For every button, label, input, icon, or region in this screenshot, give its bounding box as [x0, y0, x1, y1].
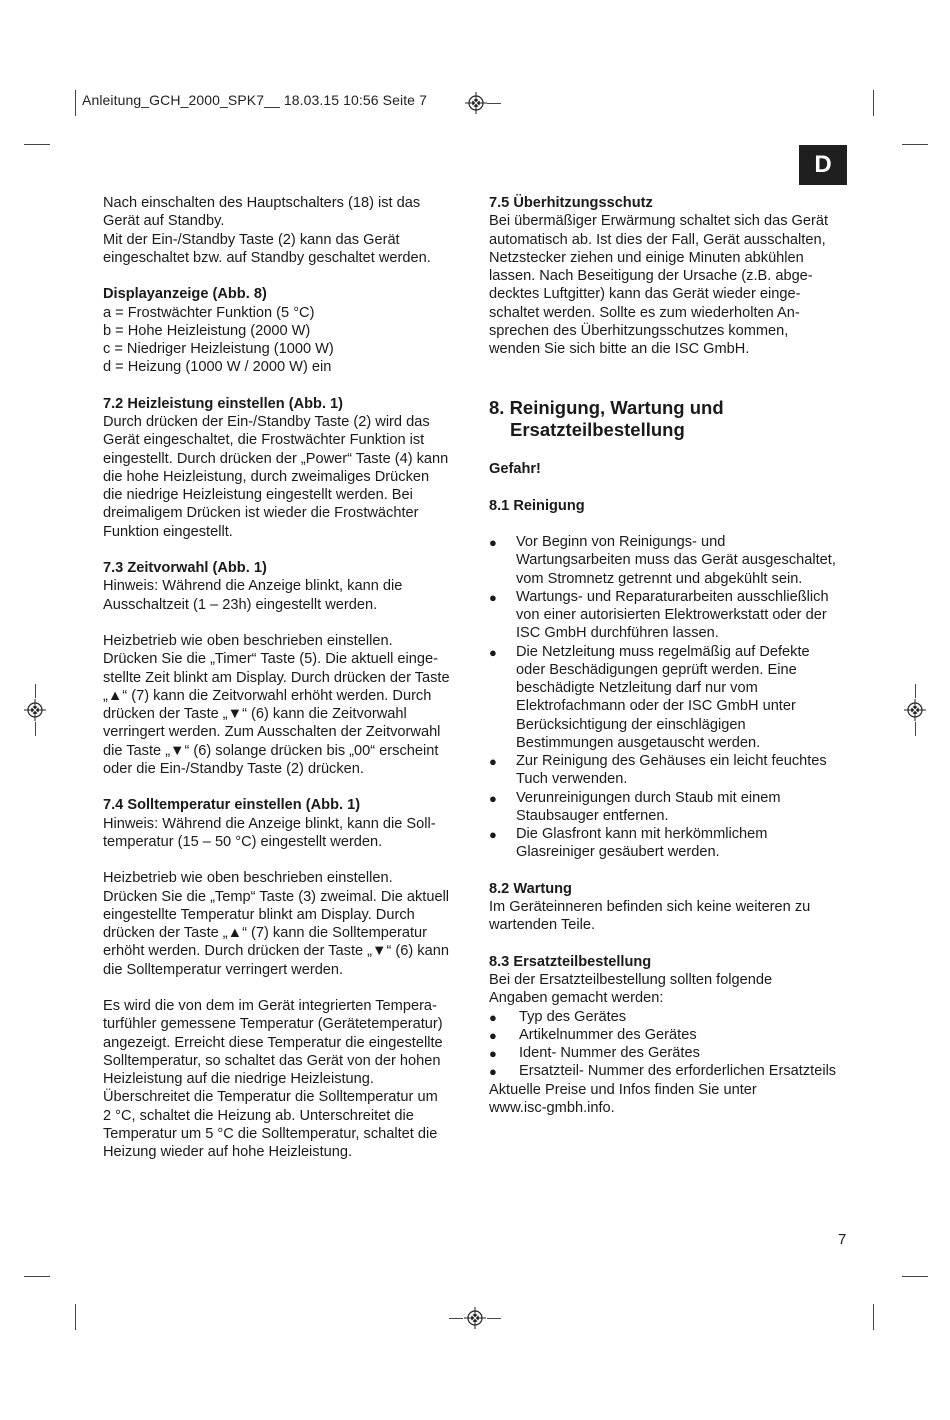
text-line: verringert werden. Zum Ausschalten der Zeitvorwahl	[103, 724, 441, 741]
text-line: Es wird die von dem im Gerät integrierten Tempera-	[103, 998, 437, 1014]
display-item: b = Hohe Heizleistung (2000 W)	[103, 322, 311, 339]
chapter-heading-line: Ersatzteilbestellung	[510, 419, 685, 441]
text-line: Drücken Sie die „Temp“ Taste (3) zweimal. Die aktuell	[103, 888, 450, 905]
text-line: Hinweis: Während die Anzeige blinkt, kann die Soll-	[103, 815, 436, 832]
text-line: schaltet werden. Sollte es zum wiederholten An-	[489, 304, 800, 321]
chapter-heading-line: 8. Reinigung, Wartung und	[489, 396, 724, 418]
print-slug: Anleitung_GCH_2000_SPK7__ 18.03.15 10:56 Seite 7	[82, 92, 427, 108]
text-line: eingeschaltet bzw. auf Standby geschaltet werden.	[103, 249, 431, 266]
crop-mark	[24, 1276, 50, 1277]
text-line: eingestellt. Durch drücken der „Power“ Taste (4) kann	[103, 450, 449, 467]
section-heading-8-1: 8.1 Reinigung	[489, 497, 585, 514]
section-heading-8-3: 8.3 Ersatzteilbestellung	[489, 953, 652, 970]
section-heading-8-2: 8.2 Wartung	[489, 880, 572, 897]
crop-mark	[902, 1276, 928, 1277]
text-line: die Solltemperatur verringert werden.	[103, 961, 344, 978]
text-line: Hinweis: Während die Anzeige blinkt, kann die	[103, 578, 403, 595]
crop-mark	[873, 1304, 874, 1330]
text-line: stellte Zeit blinkt am Display. Durch drücken der Taste	[103, 669, 450, 686]
list-item: ● Artikelnummer des Gerätes	[489, 1026, 854, 1044]
page-number: 7	[838, 1231, 847, 1248]
text-line: temperatur (15 – 50 °C) eingestellt werden.	[103, 833, 383, 850]
spare-parts-list	[489, 1008, 854, 1081]
registration-line	[915, 684, 916, 698]
text-line: Angaben gemacht werden:	[489, 990, 664, 1007]
language-tab: D	[799, 145, 847, 185]
crop-mark	[24, 144, 50, 145]
left-column	[103, 194, 463, 1161]
section-heading-7-4: 7.4 Solltemperatur einstellen (Abb. 1)	[103, 797, 361, 814]
text-line: Heizung wieder auf hohe Heizleistung.	[103, 1144, 353, 1160]
section-heading-7-3: 7.3 Zeitvorwahl (Abb. 1)	[103, 560, 267, 576]
text-line: Überschreitet die Temperatur die Solltemperatur um	[103, 1089, 438, 1106]
registration-mark-icon	[904, 699, 926, 721]
text-line: Heizbetrieb wie oben beschrieben einstellen.	[103, 870, 393, 887]
text-line: Heizbetrieb wie oben beschrieben einstellen.	[103, 633, 393, 649]
section-heading-7-5: 7.5 Überhitzungsschutz	[489, 195, 653, 211]
crop-mark	[902, 144, 928, 145]
text-line: Solltemperatur, so schaltet das Gerät von der hohen	[103, 1052, 441, 1069]
section-heading-7-2: 7.2 Heizleistung einstellen (Abb. 1)	[103, 395, 344, 412]
text-line: Durch drücken der Ein-/Standby Taste (2) wird das	[103, 414, 430, 430]
list-item: ● Wartungs- und Reparaturarbeiten ausschließlich von einer autorisierten Elektrowerkstatt oder der ISC GmbH durchführen lassen.	[489, 588, 854, 643]
crop-mark	[75, 1304, 76, 1330]
display-item: d = Heizung (1000 W / 2000 W) ein	[103, 359, 332, 376]
list-item: ● Ersatzteil- Nummer des erforderlichen Ersatzteils	[489, 1062, 854, 1080]
text-line: Gerät auf Standby.	[103, 213, 225, 230]
list-item: ● Die Glasfront kann mit herkömmlichem Glasreiniger gesäubert werden.	[489, 825, 854, 862]
text-line: drücken der Taste „▲“ (7) kann die Solltemperatur	[103, 925, 428, 941]
text-line: dreimaligem Drücken ist wieder die Frostwächter	[103, 505, 419, 522]
chapter-heading-8	[489, 397, 854, 442]
text-line: eingestellte Temperatur blinkt am Display. Durch	[103, 906, 415, 923]
registration-line	[915, 722, 916, 736]
text-line: wartenden Teile.	[489, 917, 596, 934]
danger-label: Gefahr!	[489, 461, 541, 477]
list-item: ● Vor Beginn von Reinigungs- und Wartungsarbeiten muss das Gerät ausgeschaltet, vom Stromnetz getrennt und abgekühlt sein.	[489, 533, 854, 588]
text-line: Mit der Ein-/Standby Taste (2) kann das Gerät	[103, 231, 400, 248]
text-line: Im Geräteinneren befinden sich keine weiteren zu	[489, 899, 811, 915]
display-heading: Displayanzeige (Abb. 8)	[103, 286, 267, 303]
text-line: Gerät eingeschaltet, die Frostwächter Funktion ist	[103, 432, 425, 449]
text-line: turfühler gemessene Temperatur (Gerätetemperatur)	[103, 1016, 443, 1033]
text-line: 2 °C, schaltet die Heizung ab. Unterschreitet die	[103, 1107, 414, 1124]
text-line: Temperatur um 5 °C die Solltemperatur, schaltet die	[103, 1125, 438, 1142]
text-line: die Taste „▼“ (6) solange drücken bis „00“ erscheint	[103, 742, 439, 759]
text-line: wenden Sie sich bitte an die ISC GmbH.	[489, 341, 750, 357]
registration-line	[35, 684, 36, 698]
text-line: drücken der Taste „▼“ (6) kann die Zeitvorwahl	[103, 706, 407, 722]
crop-mark	[873, 90, 874, 116]
text-line: decktes Luftgitter) kann das Gerät wieder einge-	[489, 286, 801, 303]
cleaning-list	[489, 533, 854, 862]
list-item: ● Zur Reinigung des Gehäuses ein leicht feuchtes Tuch verwenden.	[489, 752, 854, 789]
registration-line	[487, 1318, 501, 1319]
list-item: ● Die Netzleitung muss regelmäßig auf Defekte oder Beschädigungen geprüft werden. Eine beschädigte Netzleitung darf nur vom Elektrofachmann oder der ISC GmbH unter Berücksichtigung der einschlägigen Bestimmungen ausgetauscht werden.	[489, 643, 854, 753]
registration-line	[449, 1318, 463, 1319]
text-line: Bei übermäßiger Erwärmung schaltet sich das Gerät	[489, 213, 829, 230]
website-link[interactable]: www.isc-gmbh.info.	[489, 1099, 615, 1116]
text-line: lassen. Nach Beseitigung der Ursache (z.B. abge-	[489, 268, 813, 284]
list-item: ● Ident- Nummer des Gerätes	[489, 1044, 854, 1062]
text-line: angezeigt. Erreicht diese Temperatur die eingestellte	[103, 1034, 443, 1051]
text-line: Drücken Sie die „Timer“ Taste (5). Die aktuell einge-	[103, 651, 438, 668]
text-line: Bei der Ersatzteilbestellung sollten folgende	[489, 972, 773, 988]
registration-line	[35, 722, 36, 736]
text-line: „▲“ (7) kann die Zeitvorwahl erhöht werden. Durch	[103, 687, 432, 704]
text-line: erhöht werden. Durch drücken der Taste „▼“ (6) kann	[103, 943, 449, 960]
text-line: die hohe Heizleistung, durch zweimaliges Drücken	[103, 468, 430, 485]
display-item: a = Frostwächter Funktion (5 °C)	[103, 304, 315, 321]
crop-mark	[75, 90, 76, 116]
display-item: c = Niedriger Heizleistung (1000 W)	[103, 341, 334, 357]
text-line: oder die Ein-/Standby Taste (2) drücken.	[103, 760, 364, 777]
registration-mark-icon	[24, 699, 46, 721]
right-column	[489, 194, 854, 1117]
list-item: ● Verunreinigungen durch Staub mit einem Staubsauger entfernen.	[489, 789, 854, 826]
registration-mark-icon	[464, 1307, 486, 1329]
list-item: ● Typ des Gerätes	[489, 1008, 854, 1026]
text-line: die niedrige Heizleistung eingestellt werden. Bei	[103, 487, 413, 503]
text-line: Ausschaltzeit (1 – 23h) eingestellt werden.	[103, 596, 378, 613]
text-line: sprechen des Überhitzungsschutzes kommen,	[489, 322, 789, 339]
text-line: Nach einschalten des Hauptschalters (18) ist das	[103, 195, 421, 211]
text-line: Funktion eingestellt.	[103, 523, 233, 540]
text-line: Heizleistung auf die niedrige Heizleistung.	[103, 1071, 374, 1087]
text-line: Netzstecker ziehen und einige Minuten abkühlen	[489, 249, 804, 266]
registration-mark-icon	[465, 92, 487, 114]
text-line: automatisch ab. Ist dies der Fall, Gerät ausschalten,	[489, 231, 826, 248]
text-line: Aktuelle Preise und Infos finden Sie unter	[489, 1081, 757, 1098]
registration-line	[487, 103, 501, 104]
